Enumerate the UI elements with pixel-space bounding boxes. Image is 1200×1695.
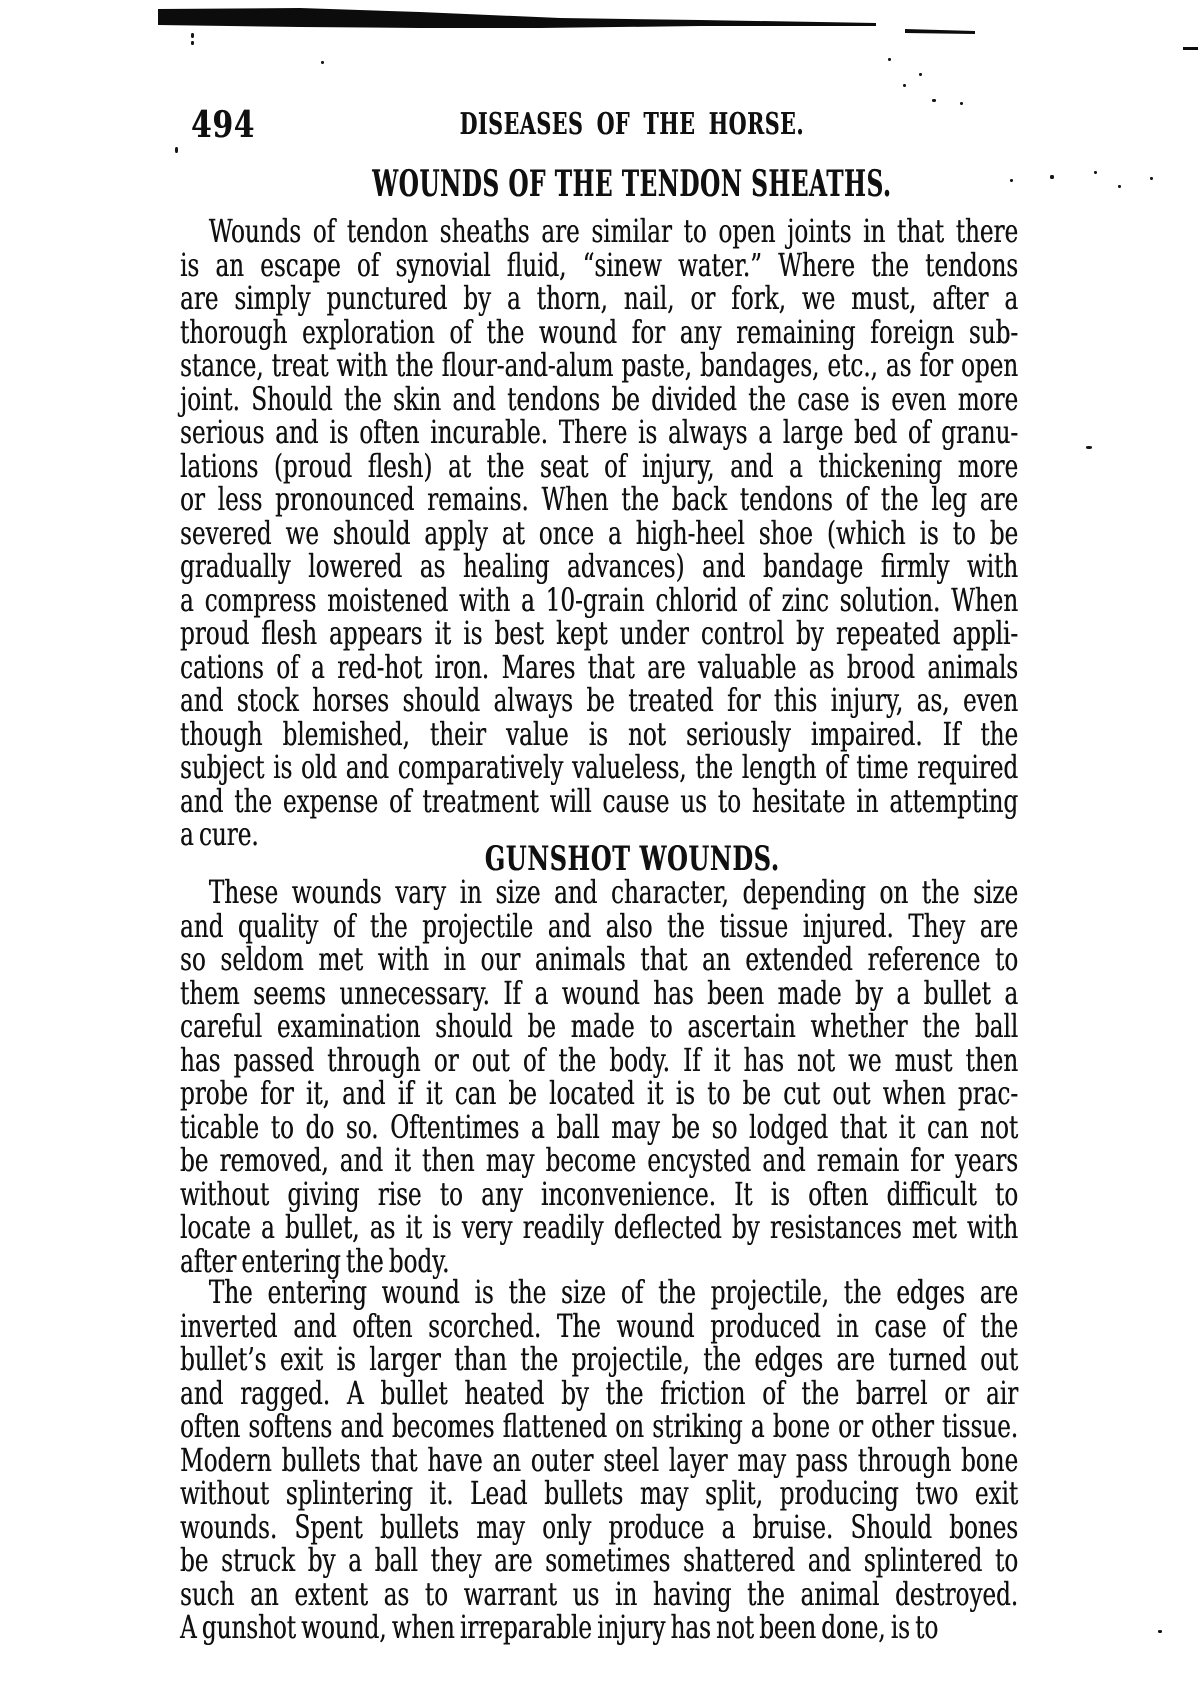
- text-line: often softens and becomes flattened on striking a bone or other tissue.: [180, 1407, 1019, 1445]
- text-line: probe for it, and if it can be located it is to be cut out when prac-: [180, 1074, 1019, 1112]
- text-line: without splintering it. Lead bullets may split, producing two exit: [180, 1474, 1019, 1512]
- scan-speck: [1118, 185, 1121, 188]
- text-line: has passed through or out of the body. If it has not we must then: [180, 1040, 1019, 1079]
- text-line: gradually lowered as healing advances) and bandage firmly with: [180, 547, 1019, 585]
- text-line: These wounds vary in size and character, depending on the size: [208, 873, 1019, 911]
- text-line: bullet’s exit is larger than the projectile, the edges are turned out: [180, 1340, 1019, 1378]
- text-line: joint. Should the skin and tendons be divided the case is even more: [180, 379, 1019, 418]
- running-head: DISEASES OF THE HORSE.: [459, 107, 805, 142]
- text-line: are simply punctured by a thorn, nail, or fork, we must, after a: [180, 279, 1019, 317]
- text-line: such an extent as to warrant us in having the animal destroyed.: [180, 1574, 1019, 1613]
- section-heading-tendon-sheaths: WOUNDS OF THE TENDON SHEATHS.: [372, 163, 892, 205]
- text-line: inverted and often scorched. The wound produced in case of the: [180, 1306, 1019, 1345]
- scan-speck: [1086, 446, 1092, 449]
- text-line: serious and is often incurable. There is always a large bed of granu-: [180, 413, 1019, 451]
- text-line: severed we should apply at once a high-heel shoe (which is to be: [180, 513, 1019, 552]
- text-line: careful examination should be made to ascertain whether the ball: [180, 1007, 1019, 1045]
- text-line: and stock horses should always be treated for this injury, as, even: [180, 681, 1019, 719]
- paragraph-gunshot-2: [180, 1273, 1019, 1646]
- text-line: without giving rise to any inconvenience. It is often difficult to: [180, 1174, 1019, 1213]
- text-line: a cure.: [180, 815, 259, 853]
- text-line: and quality of the projectile and also the tissue injured. They are: [180, 906, 1019, 945]
- scan-speck: [321, 61, 324, 64]
- text-line: though blemished, their value is not seriously impaired. If the: [180, 714, 1019, 753]
- text-line: Wounds of tendon sheaths are similar to open joints in that there: [208, 212, 1019, 250]
- scan-bar-shape: [158, 8, 876, 28]
- text-line: subject is old and comparatively valueless, the length of time required: [180, 748, 1019, 786]
- text-line: locate a bullet, as it is very readily deflected by resistances met with: [180, 1208, 1019, 1246]
- text-line: ticable to do so. Oftentimes a ball may be so lodged that it can not: [180, 1107, 1019, 1146]
- scan-speck: [960, 102, 963, 105]
- text-line: cations of a red-hot iron. Mares that are valuable as brood animals: [180, 647, 1019, 686]
- text-line: a compress moistened with a 10-grain chlorid of zinc solution. When: [180, 580, 1019, 619]
- text-line: so seldom met with in our animals that an extended reference to: [180, 940, 1019, 978]
- scan-speck: [919, 73, 922, 76]
- paragraph-gunshot-1: [180, 873, 1019, 1280]
- scan-speck: [1050, 175, 1054, 179]
- text-line: The entering wound is the size of the projectile, the edges are: [208, 1273, 1019, 1311]
- scan-speck: [1010, 179, 1013, 182]
- text-line: them seems unnecessary. If a wound has been made by a bullet a: [180, 973, 1019, 1012]
- text-line: is an escape of synovial fluid, “sinew water.” Where the tendons: [180, 245, 1019, 284]
- scan-speck: [1150, 177, 1153, 180]
- scan-speck: [888, 58, 891, 61]
- section-heading-gunshot-wounds: GUNSHOT WOUNDS.: [484, 839, 780, 879]
- text-line: thorough exploration of the wound for any remaining foreign sub-: [180, 312, 1019, 351]
- text-line: lations (proud flesh) at the seat of injury, and a thickening more: [180, 446, 1019, 485]
- text-line: be struck by a ball they are sometimes shattered and splintered to: [180, 1541, 1019, 1579]
- text-line: A gunshot wound, when irreparable injury has not been done, is to: [180, 1608, 939, 1646]
- scan-speck: [1094, 171, 1097, 174]
- text-line: and ragged. A bullet heated by the friction of the barrel or air: [180, 1373, 1019, 1412]
- text-line: proud flesh appears it is best kept under control by repeated appli-: [180, 614, 1019, 652]
- scan-speck: [191, 41, 194, 45]
- page-number: 494: [191, 104, 256, 146]
- scan-speck: [191, 33, 194, 38]
- text-line: be removed, and it then may become encysted and remain for years: [180, 1141, 1019, 1179]
- scan-bar-right-dash: [1183, 47, 1198, 50]
- text-line: after entering the body.: [180, 1241, 450, 1280]
- scan-speck: [175, 147, 178, 153]
- text-line: wounds. Spent bullets may only produce a bruise. Should bones: [180, 1507, 1019, 1546]
- scan-speck: [1158, 1630, 1162, 1633]
- scan-speck: [903, 84, 906, 87]
- scan-bar-dash: [905, 29, 975, 34]
- paragraph-tendon-sheaths: [180, 212, 1019, 853]
- text-line: stance, treat with the flour-and-alum paste, bandages, etc., as for open: [180, 346, 1019, 384]
- scan-artifact-top-bar: [0, 0, 1200, 80]
- scan-speck: [932, 99, 936, 102]
- text-line: and the expense of treatment will cause us to hesitate in attempting: [180, 781, 1019, 820]
- text-line: or less pronounced remains. When the back tendons of the leg are: [180, 480, 1019, 518]
- text-line: Modern bullets that have an outer steel layer may pass through bone: [180, 1440, 1019, 1479]
